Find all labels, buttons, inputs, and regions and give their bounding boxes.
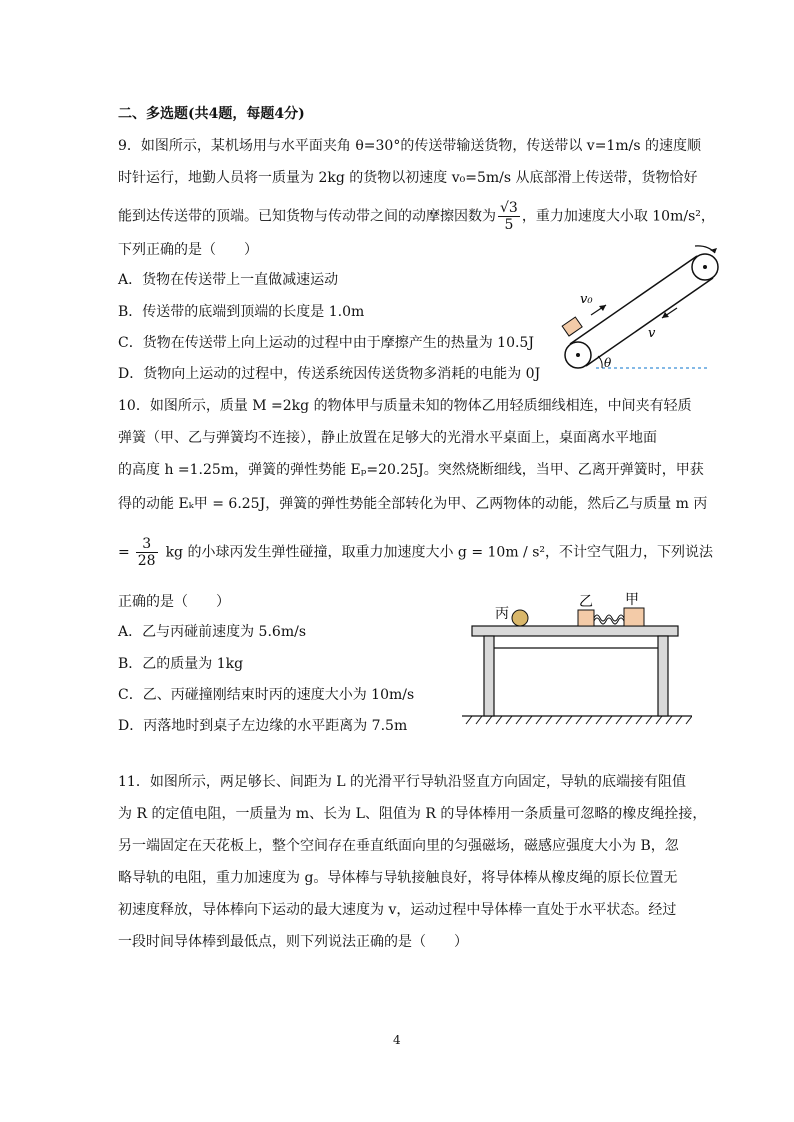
q9-option-b: B．传送带的底端到顶端的长度是 1.0m bbox=[118, 304, 365, 320]
q11-line-6: 一段时间导体棒到最低点，则下列说法正确的是（ ） bbox=[118, 934, 468, 950]
q9-line-3 bbox=[118, 200, 715, 233]
q11-line-1: 11．如图所示，两足够长、间距为 L 的光滑平行导轨沿竖直方向固定，导轨的底端接有阻值 bbox=[118, 774, 687, 790]
q9-line-4: 下列正确的是（ ） bbox=[118, 242, 258, 258]
q11-line-5: 初速度释放，导体棒向下运动的最大速度为 v，运动过程中导体棒一直处于水平状态。经过 bbox=[118, 902, 677, 918]
table-top bbox=[472, 626, 678, 636]
table-left-leg bbox=[484, 636, 494, 716]
bottom-pulley-axle bbox=[576, 353, 580, 357]
q10-line-4: 得的动能 Eₖ甲 = 6.25J，弹簧的弹性势能全部转化为甲、乙两物体的动能，然后乙与质量 m 丙 bbox=[118, 496, 708, 512]
q9-option-c: C．货物在传送带上向上运动的过程中由于摩擦产生的热量为 10.5J bbox=[118, 335, 534, 351]
ball-bing bbox=[512, 610, 528, 626]
page-number: 4 bbox=[393, 1033, 401, 1047]
label-bing: 丙 bbox=[495, 606, 509, 622]
block-jia bbox=[624, 608, 644, 626]
q10-table-figure bbox=[462, 588, 692, 726]
q10-fraction-denominator: 28 bbox=[137, 553, 156, 569]
top-pulley-axle bbox=[703, 265, 707, 269]
q10-line-3: 的高度 h =1.25m，弹簧的弹性势能 Eₚ=20.25J。突然烧断细线，当甲、乙离开弹簧时，甲获 bbox=[118, 462, 704, 478]
v0-arrowhead-icon bbox=[599, 305, 606, 311]
ground-hatching bbox=[466, 716, 692, 724]
q9-line-3-b: ，重力加速度大小取 10m/s²， bbox=[521, 208, 715, 225]
label-yi: 乙 bbox=[579, 594, 593, 610]
cargo-box bbox=[562, 317, 582, 336]
block-yi bbox=[578, 610, 594, 626]
q9-line-3-a: 能到达传送带的顶端。已知货物与传动带之间的动摩擦因数为 bbox=[118, 208, 496, 225]
q10-option-a: A．乙与丙碰前速度为 5.6m/s bbox=[118, 624, 307, 640]
q9-line-1: 9．如图所示，某机场用与水平面夹角 θ=30°的传送带输送货物，传送带以 v=1m/s 的速度顺 bbox=[118, 138, 701, 154]
spring-coil-2 bbox=[594, 618, 624, 624]
q9-line-2: 时针运行，地勤人员将一质量为 2kg 的货物以初速度 v₀=5m/s 从底部滑上传送带，货物恰好 bbox=[118, 170, 698, 186]
belt-lower bbox=[586, 278, 713, 366]
q11-line-2: 为 R 的定值电阻，一质量为 m、长为 L、阻值为 R 的导体棒用一条质量可忽略的橡皮绳拴接， bbox=[118, 806, 707, 822]
v0-label: v₀ bbox=[580, 292, 593, 307]
theta-label: θ bbox=[604, 356, 612, 370]
q9-friction-fraction bbox=[498, 200, 520, 233]
section-title: 二、多选题(共4题，每题4分) bbox=[118, 106, 305, 122]
q10-line-6: 正确的是（ ） bbox=[118, 594, 230, 610]
label-jia: 甲 bbox=[625, 592, 639, 608]
q9-fraction-denominator: 5 bbox=[504, 217, 514, 233]
q10-option-d: D．丙落地时到桌子左边缘的水平距离为 7.5m bbox=[118, 718, 408, 734]
q9-option-d: D．货物向上运动的过程中，传送系统因传送货物多消耗的电能为 0J bbox=[118, 366, 541, 382]
q10-line-5-a: = bbox=[118, 544, 130, 561]
table-right-leg bbox=[658, 636, 668, 716]
q9-option-a: A．货物在传送带上一直做减速运动 bbox=[118, 272, 339, 288]
q10-line-5 bbox=[118, 536, 713, 569]
q10-fraction-numerator: 3 bbox=[136, 536, 158, 553]
q10-line-5-b: kg 的小球丙发生弹性碰撞，取重力加速度大小 g = 10m / s²，不计空气阻力，下列说法 bbox=[165, 544, 714, 561]
q11-line-4: 略导轨的电阻，重力加速度为 g。导体棒与导轨接触良好，将导体棒从橡皮绳的原长位置无 bbox=[118, 870, 678, 886]
q10-line-1: 10．如图所示，质量 M =2kg 的物体甲与质量未知的物体乙用轻质细线相连，中间夹有轻质 bbox=[118, 398, 692, 414]
q10-line-2: 弹簧（甲、乙与弹簧均不连接），静止放置在足够大的光滑水平桌面上，桌面离水平地面 bbox=[118, 430, 657, 446]
q9-fraction-numerator: √3 bbox=[500, 200, 518, 216]
q9-conveyor-figure bbox=[550, 235, 720, 380]
v-label: v bbox=[648, 326, 656, 341]
q10-option-b: B．乙的质量为 1kg bbox=[118, 656, 244, 672]
q10-mass-fraction bbox=[136, 536, 158, 569]
q10-option-c: C．乙、丙碰撞刚结束时丙的速度大小为 10m/s bbox=[118, 687, 415, 703]
q11-line-3: 另一端固定在天花板上，整个空间存在垂直纸面向里的匀强磁场，磁感应强度大小为 B，忽 bbox=[118, 838, 679, 854]
